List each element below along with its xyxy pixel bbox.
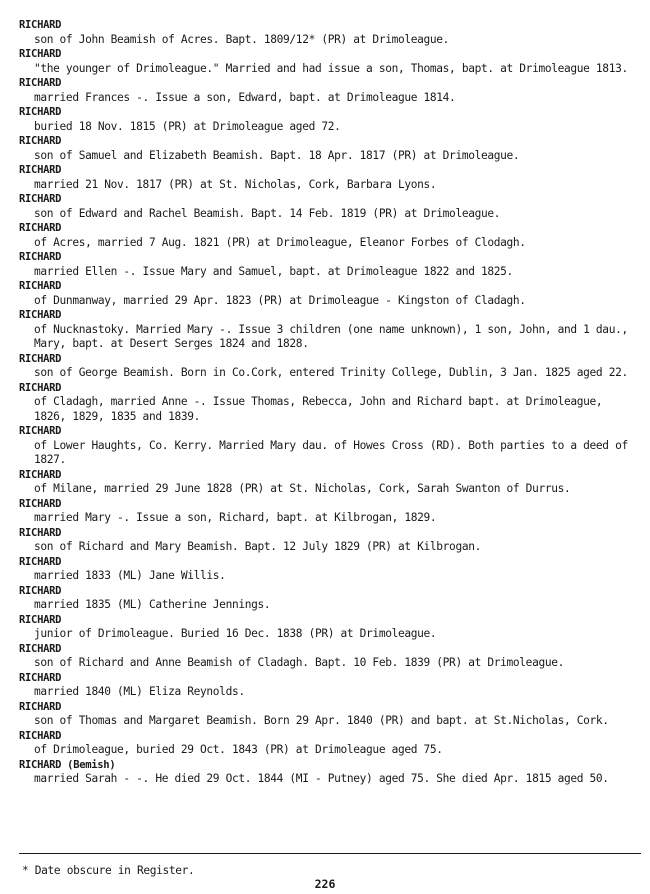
register-entry — [19, 47, 633, 76]
footnote: * Date obscure in Register. — [22, 864, 195, 877]
entry-name: RICHARD — [19, 106, 62, 118]
register-entry — [19, 134, 633, 163]
register-entry — [19, 192, 633, 221]
register-entry — [19, 18, 633, 47]
entry-name: RICHARD — [19, 381, 62, 394]
entry-text: son of John Beamish of Acres. Bapt. 1809/12* (PR) at Drimoleague. — [34, 32, 450, 46]
entry-text: married 21 Nov. 1817 (PR) at St. Nicholas, Cork, Barbara Lyons. — [34, 177, 437, 191]
entry-text: married Mary -. Issue a son, Richard, bapt. at Kilbrogan, 1829. — [34, 511, 437, 524]
register-entry — [19, 381, 633, 425]
register-entry — [19, 468, 633, 497]
register-entry — [19, 555, 633, 584]
entry-text: junior of Drimoleague. Buried 16 Dec. 1838 (PR) at Drimoleague. — [34, 627, 437, 640]
entry-text: son of Thomas and Margaret Beamish. Born 29 Apr. 1840 (PR) and bapt. at St.Nicholas, Cork. — [34, 714, 609, 727]
page-number: 226 — [314, 877, 336, 891]
entry-text: of Dunmanway, married 29 Apr. 1823 (PR) at Drimoleague - Kingston of Cladagh. — [34, 293, 526, 307]
entry-name: RICHARD — [19, 251, 62, 263]
entry-text: of Drimoleague, buried 29 Oct. 1843 (PR) at Drimoleague aged 75. — [34, 743, 443, 756]
register-entry — [19, 700, 633, 729]
entry-name: RICHARD — [19, 526, 62, 539]
entry-name: RICHARD — [19, 468, 62, 481]
entry-name: RICHARD — [19, 671, 62, 684]
entry-text: of Cladagh, married Anne -. Issue Thomas, Rebecca, John and Richard bapt. at Drimoleague, 1826, 1829, 1835 and 1839. — [34, 395, 603, 423]
entry-text: of Acres, married 7 Aug. 1821 (PR) at Drimoleague, Eleanor Forbes of Clodagh. — [34, 235, 526, 249]
entry-text: son of Samuel and Elizabeth Beamish. Bapt. 18 Apr. 1817 (PR) at Drimoleague. — [34, 148, 520, 162]
entry-name: RICHARD — [19, 555, 62, 568]
register-entry — [19, 671, 633, 700]
register-entry — [19, 308, 633, 352]
entry-text: of Nucknastoky. Married Mary -. Issue 3 children (one name unknown), 1 son, John, and 1 dau., Mary, bapt. at Desert Serges 1824 and 1828. — [34, 322, 628, 350]
register-entry — [19, 584, 633, 613]
register-entry — [19, 352, 633, 381]
register-entry — [19, 163, 633, 192]
entry-name: RICHARD — [19, 700, 62, 713]
entry-name: RICHARD — [19, 193, 62, 205]
entry-text: son of Edward and Rachel Beamish. Bapt. 14 Feb. 1819 (PR) at Drimoleague. — [34, 206, 501, 220]
entry-name: RICHARD — [19, 48, 62, 60]
footer-divider — [19, 853, 641, 854]
register-entry — [19, 729, 633, 758]
register-entry — [19, 497, 633, 526]
register-entry — [19, 642, 633, 671]
register-entry — [19, 758, 633, 787]
register-page — [19, 18, 633, 787]
entry-name: RICHARD — [19, 164, 62, 176]
entry-name: RICHARD — [19, 642, 62, 655]
register-entry — [19, 526, 633, 555]
entry-list — [19, 18, 633, 787]
entry-name: RICHARD — [19, 135, 62, 147]
entry-text: married Ellen -. Issue Mary and Samuel, bapt. at Drimoleague 1822 and 1825. — [34, 264, 513, 278]
register-entry — [19, 250, 633, 279]
entry-name: RICHARD — [19, 729, 62, 742]
entry-text: son of Richard and Anne Beamish of Cladagh. Bapt. 10 Feb. 1839 (PR) at Drimoleague. — [34, 656, 564, 669]
entry-text: married Sarah - -. He died 29 Oct. 1844 (MI - Putney) aged 75. She died Apr. 1815 aged 50. — [34, 772, 609, 785]
entry-text: of Lower Haughts, Co. Kerry. Married Mary dau. of Howes Cross (RD). Both parties to a deed of 1827. — [34, 438, 628, 466]
register-entry — [19, 613, 633, 642]
entry-name: RICHARD — [19, 425, 62, 437]
entry-name: RICHARD — [19, 77, 62, 89]
register-entry — [19, 279, 633, 308]
entry-name: RICHARD — [19, 280, 62, 292]
register-entry — [19, 105, 633, 134]
entry-text: son of Richard and Mary Beamish. Bapt. 12 July 1829 (PR) at Kilbrogan. — [34, 540, 481, 553]
entry-name: RICHARD — [19, 19, 62, 31]
entry-text: married 1835 (ML) Catherine Jennings. — [34, 598, 271, 611]
entry-text: married 1833 (ML) Jane Willis. — [34, 569, 226, 582]
register-entry — [19, 221, 633, 250]
entry-text: of Milane, married 29 June 1828 (PR) at St. Nicholas, Cork, Sarah Swanton of Durrus. — [34, 482, 571, 495]
entry-text: married 1840 (ML) Eliza Reynolds. — [34, 685, 245, 698]
entry-name: RICHARD (Bemish) — [19, 758, 116, 771]
register-entry — [19, 76, 633, 105]
entry-text: son of George Beamish. Born in Co.Cork, entered Trinity College, Dublin, 3 Jan. 1825 aged 22. — [34, 366, 628, 379]
entry-name: RICHARD — [19, 222, 62, 234]
register-entry — [19, 424, 633, 468]
entry-text: buried 18 Nov. 1815 (PR) at Drimoleague aged 72. — [34, 119, 341, 133]
entry-name: RICHARD — [19, 497, 62, 510]
entry-text: married Frances -. Issue a son, Edward, bapt. at Drimoleague 1814. — [34, 90, 456, 104]
entry-name: RICHARD — [19, 309, 62, 321]
entry-name: RICHARD — [19, 613, 62, 626]
entry-name: RICHARD — [19, 584, 62, 597]
entry-text: "the younger of Drimoleague." Married and had issue a son, Thomas, bapt. at Drimoleague 1813. — [34, 61, 628, 75]
entry-name: RICHARD — [19, 352, 62, 365]
